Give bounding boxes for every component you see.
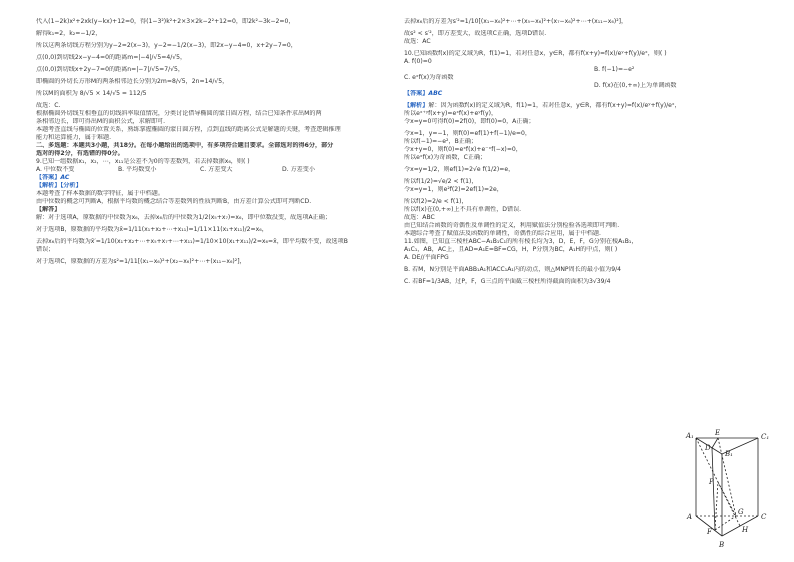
option-row xyxy=(404,82,774,90)
text-line: 由已知结合函数的奇偶性及单调性的定义，利用赋值法分别检验各选项即可判断. xyxy=(404,222,620,229)
text-line: 点(0,0)到切线x+2y−7=0的距离n=|−7|/√5=7/√5， xyxy=(36,66,185,73)
text-line: 故选：ABC xyxy=(404,214,435,221)
segment-d-f xyxy=(712,448,715,530)
label-e: E xyxy=(715,429,721,437)
text-line: 代入(1−2k)x²+2xk(y−kx)+12=0，得(1−3²)k²+2×3×2k−2²+12=0，即2k²−3k−2=0， xyxy=(36,18,295,25)
text-line: 令x=y=1，则e²f(2)=2ef(1)=2e， xyxy=(404,186,503,193)
text-line: 令x+y=0，则f(0)=eˣf(x)+e⁻ˣf(−x)=0， xyxy=(404,146,522,153)
option-b-spacer xyxy=(404,66,594,74)
text-line: 故选：AC xyxy=(404,38,431,45)
text-line: 本题综合考查了赋值法及函数的单调性，奇偶性的综合应用，属于中档题. xyxy=(404,230,601,237)
text-line: 令x=1，y=−1，则f(0)=ef(1)+f(−1)/e=0， xyxy=(404,130,531,137)
answer-value: ABC xyxy=(428,90,443,97)
answer-line xyxy=(36,174,386,182)
section-heading: 二、多选题：本题共3小题，共18分。在每小题给出的选项中，有多项符合题目要求。全部选对的得6分，部分 xyxy=(36,142,334,149)
question-9-stem: 9.已知一组数据x₁，x₂，⋯，x₁₁是公差不为0的等差数列，若去掉数据x₆，则( ) xyxy=(36,158,250,165)
option-c: C. eˣf(x)为奇函数 xyxy=(404,74,454,81)
option-b: B. 平均数变小 xyxy=(118,166,157,173)
text-line: 对于选项C，原数据的方差为s²=1/11[(x₁−x₆)²+(x₂−x₆)²+⋯+(x₁₁−x₆)²]， xyxy=(36,258,246,265)
label-b1: B₁ xyxy=(725,450,733,458)
text-line: 所以eˣf(x)为奇函数，C正确； xyxy=(404,154,487,161)
option-c: C. 若BF=1/3AB，过P，F，G三点的平面截三棱柱所得截面的面积为3√39/4 xyxy=(404,278,611,285)
question-10-stem: 10.已知函数f(x)的定义域为R，f(1)=1，若对任意x，y∈R，都有f(x+y)=f(x)/eʸ+f(y)/eˣ，则( ) xyxy=(404,50,667,57)
text-line: 对于选项B，原数据的平均数为x̄=1/11(x₁+x₂+⋯+x₁₁)=1/11×11(x₁+x₁₁)/2=x₆， xyxy=(36,226,268,233)
text-line: 令x=y=1/2，则ef(1)=2√e f(1/2)=e， xyxy=(404,166,515,173)
text-line: 所以f(x)在(0,+∞)上不具有单调性，D错误. xyxy=(404,206,522,213)
section-heading: 选对的得2分，有选错的得0分。 xyxy=(36,150,124,157)
segment-f-g xyxy=(715,516,736,530)
answer-line xyxy=(404,90,774,98)
label-g: G xyxy=(738,508,744,516)
label-c1: C₁ xyxy=(761,433,770,441)
label-f: F xyxy=(707,528,712,536)
left-column xyxy=(36,18,386,266)
option-a: A. 中位数不变 xyxy=(36,166,75,173)
text-line: 根据椭圆外切线互相垂直的切线斜率取值情况，分类讨论借导椭圆的蒙日圆方程，结合已知条件求出M的两 xyxy=(36,110,322,117)
text-line: 点(0,0)到切线2x−y−4=0的距离m=|−4|/√5=4/√5， xyxy=(36,54,187,61)
text-line: 去掉x₆后的方差为s′²=1/10[(x₁−x₆)²+⋯+(x₅−x₆)²+(x₇−x₆)²+⋯+(x₁₁−x₆)²]， xyxy=(404,18,628,25)
analysis-tag: 【解析】【分析】 xyxy=(36,182,82,189)
text-line: 即椭圆的外切长方形M的两条相邻边长分别为2m=8/√5，2n=14/√5， xyxy=(36,78,229,85)
text-line: 错误； xyxy=(36,246,55,253)
text-line: 所以f(−1)=−e²，B正确； xyxy=(404,138,478,145)
edge-b-c xyxy=(722,516,758,536)
text-line: 解：对于选项A，原数据的中位数为x₆，去掉x₆后的中位数为1/2(x₅+x₇)=x₆，即中位数没变，故选项A正确； xyxy=(36,214,331,221)
text-line: 故选：C. xyxy=(36,102,61,109)
option-b: B. f(−1)=−e² xyxy=(594,66,635,73)
text-line: 去掉x₆后的平均数为x̄′=1/10(x₁+x₂+⋯+x₅+x₇+⋯+x₁₁)=1/10×10(x₁+x₁₁)/2=x₆=x̄，即平均数不变，故选项B xyxy=(36,238,348,245)
text-line: 故s² < s′²，即方差变大，故选项C正确，选项D错误. xyxy=(404,30,547,37)
prism-figure xyxy=(684,428,784,552)
text-line: 所以f(2)=2/e < f(1)， xyxy=(404,198,468,205)
segment-d-e xyxy=(712,438,718,448)
answer-tag: 【答案】 xyxy=(404,90,429,97)
option-d: D. f(x)在(0,+∞)上为单调函数 xyxy=(594,82,677,89)
option-a: A. DE//平面FPG xyxy=(404,254,449,261)
text-line: 令x=y=0可得f(0)=2f(0)，即f(0)=0，A正确； xyxy=(404,118,535,125)
text-line: 解得k₁=2，k₂=−1/2， xyxy=(36,30,102,37)
text-line: 所以M的面积为 8/√5 × 14/√5 = 112/5 xyxy=(36,90,147,97)
answer-value: AC xyxy=(60,174,70,181)
text-line: 所以eˣ⁺ʸf(x+y)=eˣf(x)+eʸf(y)， xyxy=(404,110,498,117)
segment-p-g xyxy=(718,482,736,516)
text-line: 本题考查了样本数据的数字特征，属于中档题。 xyxy=(36,190,164,197)
analysis-text: 解：因为函数f(x)的定义域为R，f(1)=1，若对任意x，y∈R，都有f(x+y)=f(x)/eʸ+f(y)/eˣ， xyxy=(428,102,681,109)
question-11-stem: 11.如图，已知直三棱柱ABC−A₁B₁C₁的所有棱长均为3，D，E，F，G分别在棱A₁B₁， xyxy=(404,238,638,245)
text-line: 本题考查直线与椭圆的位置关系，熟练掌握椭圆的蒙日圆方程，点到直线的距离公式是解题的关键，考查逻辑推理 xyxy=(36,126,341,133)
label-a1: A₁ xyxy=(686,432,694,440)
text-line: 能力和运算能力，属于难题. xyxy=(36,134,112,141)
option-a: A. f(0)=0 xyxy=(404,58,432,65)
right-column xyxy=(404,18,774,286)
question-11-stem-cont: A₁C₁，AB，AC上，且AD=A₁E=BF=CG，H，P分别为BC，A₁H的中点，则( ) xyxy=(404,246,618,253)
text-line: 所以f(1/2)=√e/2 < f(1)， xyxy=(404,178,478,185)
prism-diagram xyxy=(684,428,784,552)
option-row xyxy=(404,66,774,74)
text-line: 所以这两条切线方程分别为y−2=2(x−3)，y−2=−1/2(x−3)，即2x−y−4=0，x+2y−7=0， xyxy=(36,42,297,49)
label-c: C xyxy=(761,513,767,521)
label-h: H xyxy=(742,526,749,534)
option-b: B. 若M，N分别是平面ABB₁A₁和ACC₁A₁内的动点，则△MNP周长的最小值为9/4 xyxy=(404,266,622,273)
analysis-line xyxy=(404,102,774,110)
question-9-options xyxy=(36,166,386,174)
label-d: D xyxy=(705,444,711,452)
text-line: 条相邻边长，即可得出M的面积公式，求解即可. xyxy=(36,118,166,125)
segment-f-p xyxy=(715,482,718,530)
solution-tag: 【解答】 xyxy=(36,206,61,213)
option-d: D. 方差变小 xyxy=(282,166,315,173)
text-line: 由中位数的概念可判断A，根据平均数的概念结合等差数列的性质判断B，由方差计算公式即可判断CD. xyxy=(36,198,312,205)
analysis-tag: 【解析】 xyxy=(404,102,429,109)
option-d-spacer xyxy=(404,82,594,90)
label-b: B xyxy=(719,541,725,549)
label-p: P xyxy=(709,478,714,486)
option-c: C. 方差变大 xyxy=(200,166,233,173)
answer-tag: 【答案】 xyxy=(36,174,61,181)
label-a: A xyxy=(687,513,693,521)
